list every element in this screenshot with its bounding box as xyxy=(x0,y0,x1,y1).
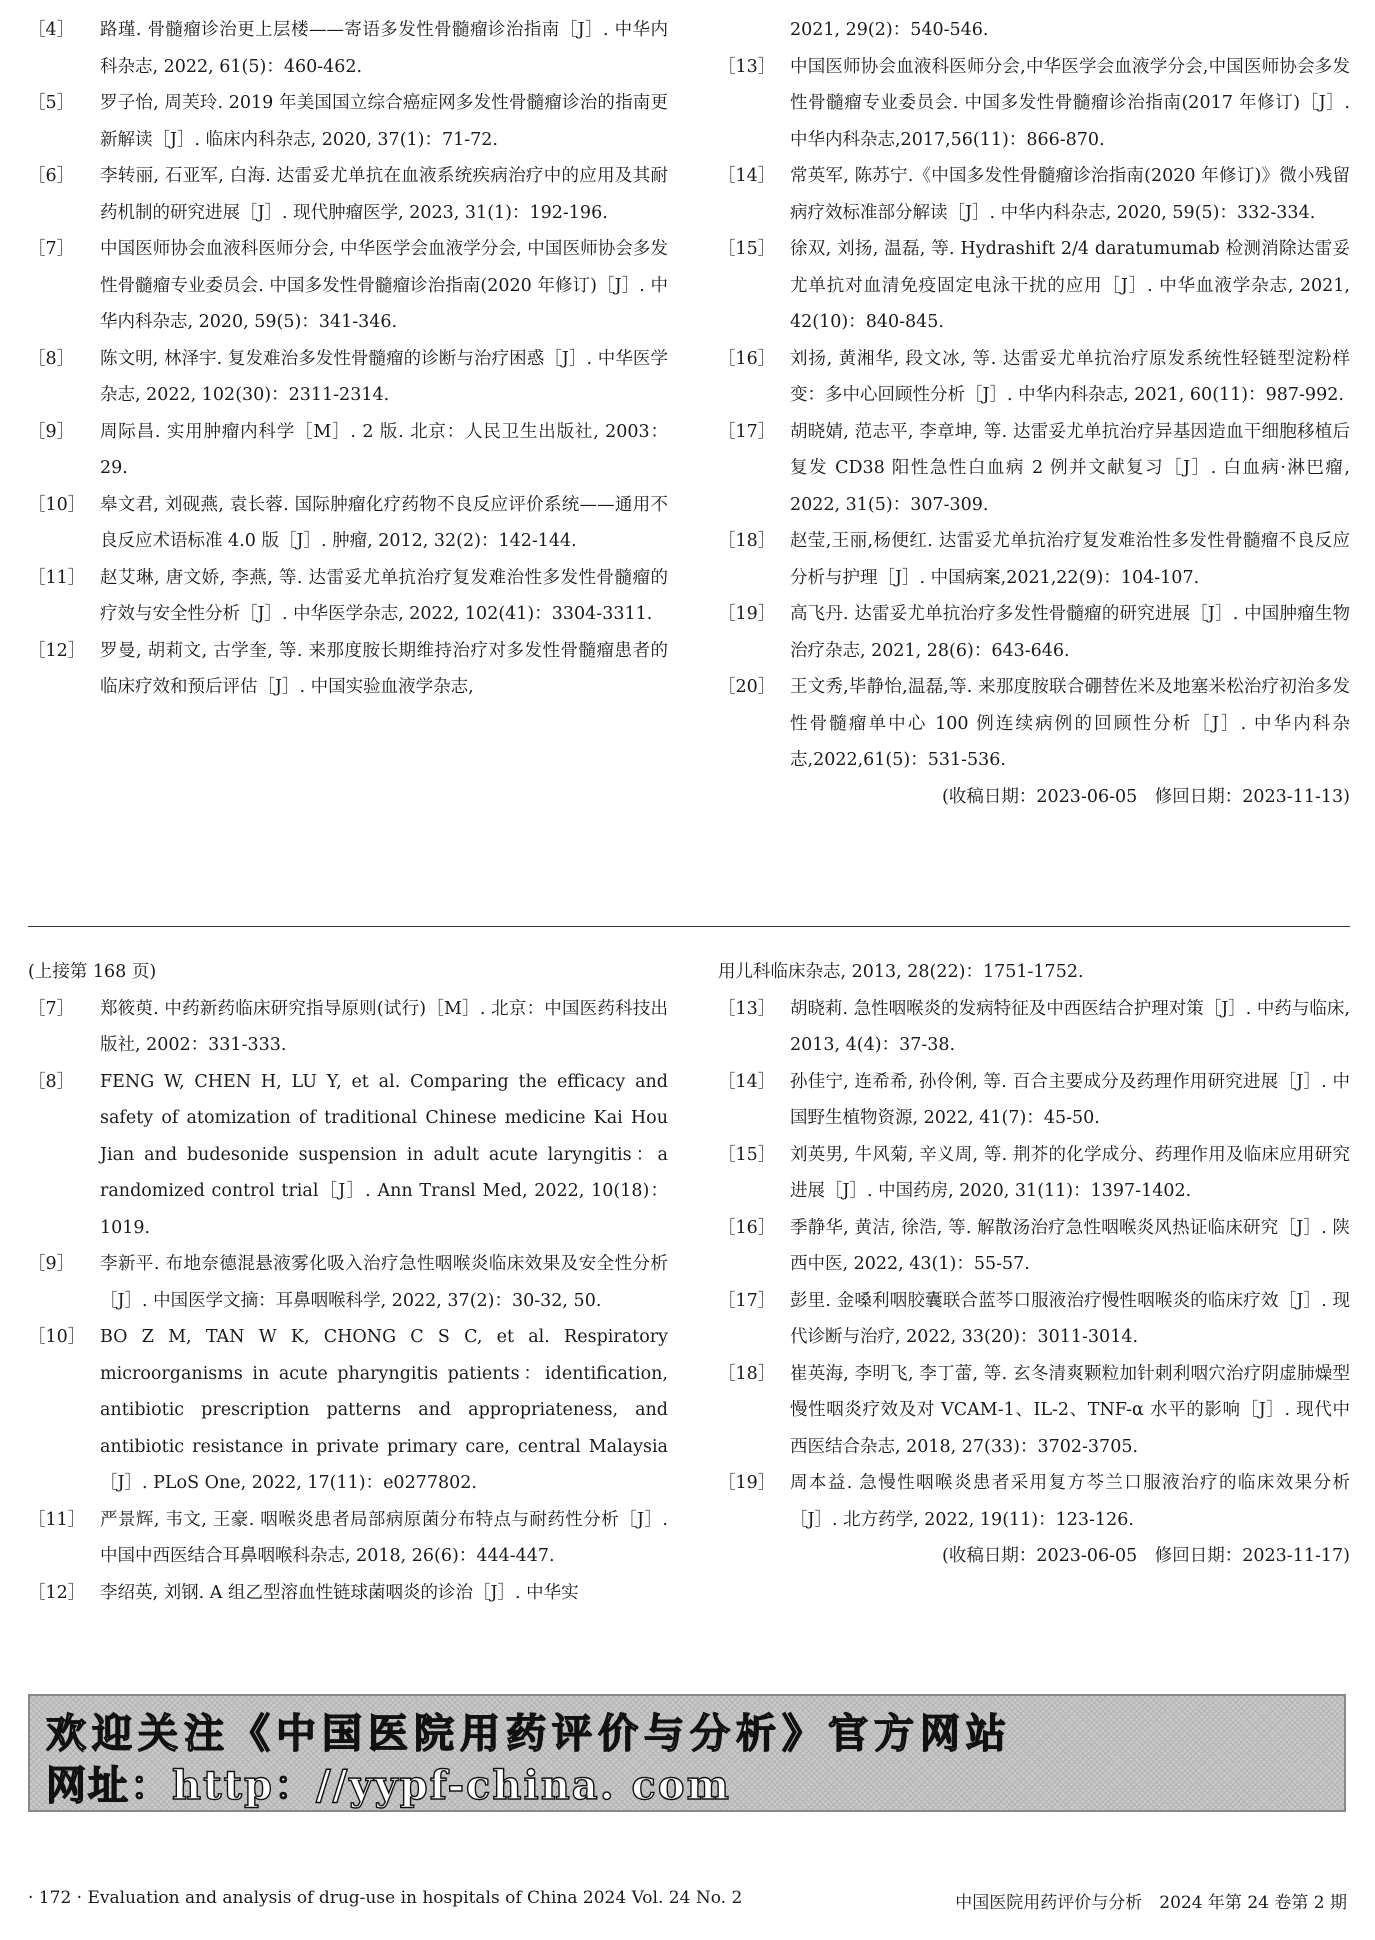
reference-item xyxy=(28,991,668,1064)
reference-text: 季静华, 黄洁, 徐浩, 等. 解散汤治疗急性咽喉炎风热证临床研究［J］. 陕西中医, 2022, 43(1)：55-57. xyxy=(790,1217,1350,1274)
reference-item xyxy=(28,1246,668,1319)
reference-number: ［11］ xyxy=(28,1509,86,1530)
reference-item xyxy=(718,341,1350,414)
reference-text: 罗子怡, 周芙玲. 2019 年美国国立综合癌症网多发性骨髓瘤诊治的指南更新解读［J］. 临床内科杂志, 2020, 37(1)：71-72. xyxy=(100,93,668,150)
reference-number: ［9］ xyxy=(28,421,75,442)
reference-number: ［8］ xyxy=(28,348,75,369)
reference-item xyxy=(718,49,1350,159)
reference-item xyxy=(28,341,668,414)
reference-text: 胡晓婧, 范志平, 李章坤, 等. 达雷妥尤单抗治疗异基因造血干细胞移植后复发 CD38 阳性急性白血病 2 例并文献复习［J］. 白血病·淋巴瘤, 2022, 31(5)：307-309. xyxy=(790,421,1350,515)
reference-number: ［18］ xyxy=(718,1363,776,1384)
reference-item xyxy=(28,85,668,158)
reference-number: ［16］ xyxy=(718,1217,776,1238)
reference-text: 罗曼, 胡莉文, 古学奎, 等. 来那度胺长期维持治疗对多发性骨髓瘤患者的临床疗效和预后评估［J］. 中国实验血液学杂志, xyxy=(100,640,668,697)
reference-text: 路瑾. 骨髓瘤诊治更上层楼——寄语多发性骨髓瘤诊治指南［J］. 中华内科杂志, 2022, 61(5)：460-462. xyxy=(100,20,668,77)
reference-item xyxy=(28,158,668,231)
reference-item xyxy=(718,1283,1350,1356)
top-right-reference-column xyxy=(718,12,1350,815)
reference-text: 周本益. 急慢性咽喉炎患者采用复方芩兰口服液治疗的临床效果分析［J］. 北方药学, 2022, 19(11)：123-126. xyxy=(790,1473,1350,1530)
reference-text: 赵艾琳, 唐文娇, 李燕, 等. 达雷妥尤单抗治疗复发难治性多发性骨髓瘤的疗效与安全性分析［J］. 中华医学杂志, 2022, 102(41)：3304-3311. xyxy=(100,567,668,624)
reference-number: ［11］ xyxy=(28,567,86,588)
received-revised-dates: (收稿日期：2023-06-05 修回日期：2023-11-13) xyxy=(942,786,1350,807)
reference-number: ［8］ xyxy=(28,1071,75,1092)
reference-item xyxy=(28,1064,668,1247)
reference-text: 李新平. 布地奈德混悬液雾化吸入治疗急性咽喉炎临床效果及安全性分析［J］. 中国医学文摘：耳鼻咽喉科学, 2022, 37(2)：30-32, 50. xyxy=(100,1254,668,1311)
reference-text: 皋文君, 刘砚燕, 袁长蓉. 国际肿瘤化疗药物不良反应评价系统——通用不良反应术语标准 4.0 版［J］. 肿瘤, 2012, 32(2)：142-144. xyxy=(100,494,668,551)
reference-number: ［12］ xyxy=(28,1582,86,1603)
reference-number: ［19］ xyxy=(718,1473,776,1493)
footer-page-info-cn: 中国医院用药评价与分析 2024 年第 24 卷第 2 期 xyxy=(955,1893,1347,1913)
reference-number: ［14］ xyxy=(718,166,776,186)
reference-text: 刘扬, 黄湘华, 段文冰, 等. 达雷妥尤单抗治疗原发系统性轻链型淀粉样变：多中心回顾性分析［J］. 中华内科杂志, 2021, 60(11)：987-992. xyxy=(790,348,1350,405)
reference-number: ［15］ xyxy=(718,1144,776,1165)
reference-number: ［14］ xyxy=(718,1071,776,1092)
reference-text: 高飞丹. 达雷妥尤单抗治疗多发性骨髓瘤的研究进展［J］. 中国肿瘤生物治疗杂志, 2021, 28(6)：643-646. xyxy=(790,604,1350,661)
reference-item xyxy=(718,1137,1350,1210)
reference-item xyxy=(28,1575,668,1612)
reference-text: 中国医师协会血液科医师分会,中华医学会血液学分会,中国医师协会多发性骨髓瘤专业委员会. 中国多发性骨髓瘤诊治指南(2017 年修订)［J］. 中华内科杂志,2017,56(11)：866-870. xyxy=(790,56,1350,150)
reference-text: 徐双, 刘扬, 温磊, 等. Hydrashift 2/4 daratumumab 检测消除达雷妥尤单抗对血清免疫固定电泳干扰的应用［J］. 中华血液学杂志, 2021, 42(10)：840-845. xyxy=(790,239,1350,332)
reference-text: 胡晓莉. 急性咽喉炎的发病特征及中西医结合护理对策［J］. 中药与临床, 2013, 4(4)：37-38. xyxy=(790,998,1350,1055)
reference-number: ［7］ xyxy=(28,239,75,259)
reference-text: 严景辉, 韦文, 王豪. 咽喉炎患者局部病原菌分布特点与耐药性分析［J］. 中国中西医结合耳鼻咽喉科杂志, 2018, 26(6)：444-447. xyxy=(100,1509,668,1566)
reference-text: 陈文明, 林泽宇. 复发难治多发性骨髓瘤的诊断与治疗困惑［J］. 中华医学杂志, 2022, 102(30)：2311-2314. xyxy=(100,348,668,405)
reference-text: BO Z M, TAN W K, CHONG C S C, et al. Respiratory microorganisms in acute pharyngitis patients：identification, antibiotic prescription patterns and appropriateness, and antibiotic resistance in private primary care, central Malaysia［J］. PLoS One, 2022, 17(11)：e0277802. xyxy=(100,1327,668,1493)
reference-item xyxy=(718,414,1350,524)
reference-number: ［9］ xyxy=(28,1254,75,1274)
banner-url-text: 网址：http：//yypf-china. com xyxy=(46,1762,731,1809)
reference-item xyxy=(718,1210,1350,1283)
reference-number: ［17］ xyxy=(718,421,776,442)
reference-text: 刘英男, 牛风菊, 辛义周, 等. 荆芥的化学成分、药理作用及临床应用研究进展［J］. 中国药房, 2020, 31(11)：1397-1402. xyxy=(790,1144,1350,1201)
reference-continuation: 2021, 29(2)：540-546. xyxy=(790,20,989,40)
reference-item xyxy=(718,158,1350,231)
reference-item xyxy=(28,633,668,706)
reference-item xyxy=(718,231,1350,341)
reference-text: 中国医师协会血液科医师分会, 中华医学会血液学分会, 中国医师协会多发性骨髓瘤专业委员会. 中国多发性骨髓瘤诊治指南(2020 年修订)［J］. 中华内科杂志, 2020, 59(5)：341-346. xyxy=(100,239,668,332)
reference-number: ［4］ xyxy=(28,20,75,40)
reference-text: 彭里. 金嗓利咽胶囊联合蓝芩口服液治疗慢性咽喉炎的临床疗效［J］. 现代诊断与治疗, 2022, 33(20)：3011-3014. xyxy=(790,1290,1350,1347)
section-divider xyxy=(28,926,1350,927)
reference-item xyxy=(28,12,668,85)
reference-item xyxy=(718,523,1350,596)
reference-number: ［13］ xyxy=(718,56,776,77)
reference-text: 常英军, 陈苏宁.《中国多发性骨髓瘤诊治指南(2020 年修订)》微小残留病疗效标准部分解读［J］. 中华内科杂志, 2020, 59(5)：332-334. xyxy=(790,166,1350,223)
reference-text: 周际昌. 实用肿瘤内科学［M］. 2 版. 北京：人民卫生出版社, 2003：29. xyxy=(100,421,668,478)
reference-number: ［13］ xyxy=(718,998,776,1019)
reference-item xyxy=(28,487,668,560)
reference-item xyxy=(718,596,1350,669)
reference-item xyxy=(28,560,668,633)
reference-item xyxy=(718,669,1350,779)
reference-text: 王文秀,毕静怡,温磊,等. 来那度胺联合硼替佐米及地塞米松治疗初治多发性骨髓瘤单中心 100 例连续病例的回顾性分析［J］. 中华内科杂志,2022,61(5)：531-536. xyxy=(790,677,1350,770)
banner-welcome-text: 欢迎关注《中国医院用药评价与分析》官方网站 xyxy=(46,1710,1012,1757)
reference-number: ［7］ xyxy=(28,998,75,1019)
top-left-reference-column xyxy=(28,12,668,706)
reference-item xyxy=(718,991,1350,1064)
reference-number: ［10］ xyxy=(28,494,86,515)
reference-number: ［6］ xyxy=(28,166,75,186)
reference-number: ［10］ xyxy=(28,1327,86,1347)
received-revised-dates: (收稿日期：2023-06-05 修回日期：2023-11-17) xyxy=(942,1546,1350,1566)
reference-number: ［18］ xyxy=(718,531,776,551)
reference-number: ［5］ xyxy=(28,93,75,113)
bottom-left-reference-column xyxy=(28,954,668,1611)
footer-page-info-en: · 172 · Evaluation and analysis of drug-use in hospitals of China 2024 Vol. 24 No. 2 xyxy=(28,1888,743,1908)
reference-number: ［20］ xyxy=(718,677,776,697)
reference-item xyxy=(718,1465,1350,1538)
reference-text: 孙佳宁, 连希希, 孙伶俐, 等. 百合主要成分及药理作用研究进展［J］. 中国野生植物资源, 2022, 41(7)：45-50. xyxy=(790,1071,1350,1128)
reference-text: 李绍英, 刘钢. A 组乙型溶血性链球菌咽炎的诊治［J］. 中华实 xyxy=(100,1582,579,1603)
reference-item xyxy=(28,414,668,487)
reference-item xyxy=(718,1064,1350,1137)
reference-number: ［17］ xyxy=(718,1290,776,1311)
reference-item xyxy=(28,1319,668,1502)
reference-item xyxy=(28,231,668,341)
reference-number: ［15］ xyxy=(718,239,776,259)
continued-from-note: (上接第 168 页) xyxy=(28,962,157,982)
website-banner xyxy=(28,1694,1346,1812)
reference-continuation: 用儿科临床杂志, 2013, 28(22)：1751-1752. xyxy=(718,962,1084,982)
reference-item xyxy=(28,1502,668,1575)
reference-text: 崔英海, 李明飞, 李丁蕾, 等. 玄冬清爽颗粒加针刺利咽穴治疗阴虚肺燥型慢性咽炎疗效及对 VCAM-1、IL-2、TNF-α 水平的影响［J］. 现代中西医结合杂志, 2018, 27(33)：3702-3705. xyxy=(790,1363,1350,1457)
reference-number: ［12］ xyxy=(28,640,86,661)
reference-text: 赵莹,王丽,杨便红. 达雷妥尤单抗治疗复发难治性多发性骨髓瘤不良反应分析与护理［J］. 中国病案,2021,22(9)：104-107. xyxy=(790,531,1350,588)
reference-item xyxy=(718,1356,1350,1466)
reference-text: FENG W, CHEN H, LU Y, et al. Comparing the efficacy and safety of atomization of traditional Chinese medicine Kai Hou Jian and budesonide suspension in adult acute laryngitis：a randomized control trial［J］. Ann Transl Med, 2022, 10(18)：1019. xyxy=(100,1071,668,1238)
reference-number: ［19］ xyxy=(718,604,776,624)
reference-text: 郑筱萸. 中药新药临床研究指导原则(试行)［M］. 北京：中国医药科技出版社, 2002：331-333. xyxy=(100,998,668,1055)
bottom-right-reference-column xyxy=(718,954,1350,1575)
reference-number: ［16］ xyxy=(718,348,776,369)
reference-text: 李转丽, 石亚军, 白海. 达雷妥尤单抗在血液系统疾病治疗中的应用及其耐药机制的研究进展［J］. 现代肿瘤医学, 2023, 31(1)：192-196. xyxy=(100,166,668,223)
